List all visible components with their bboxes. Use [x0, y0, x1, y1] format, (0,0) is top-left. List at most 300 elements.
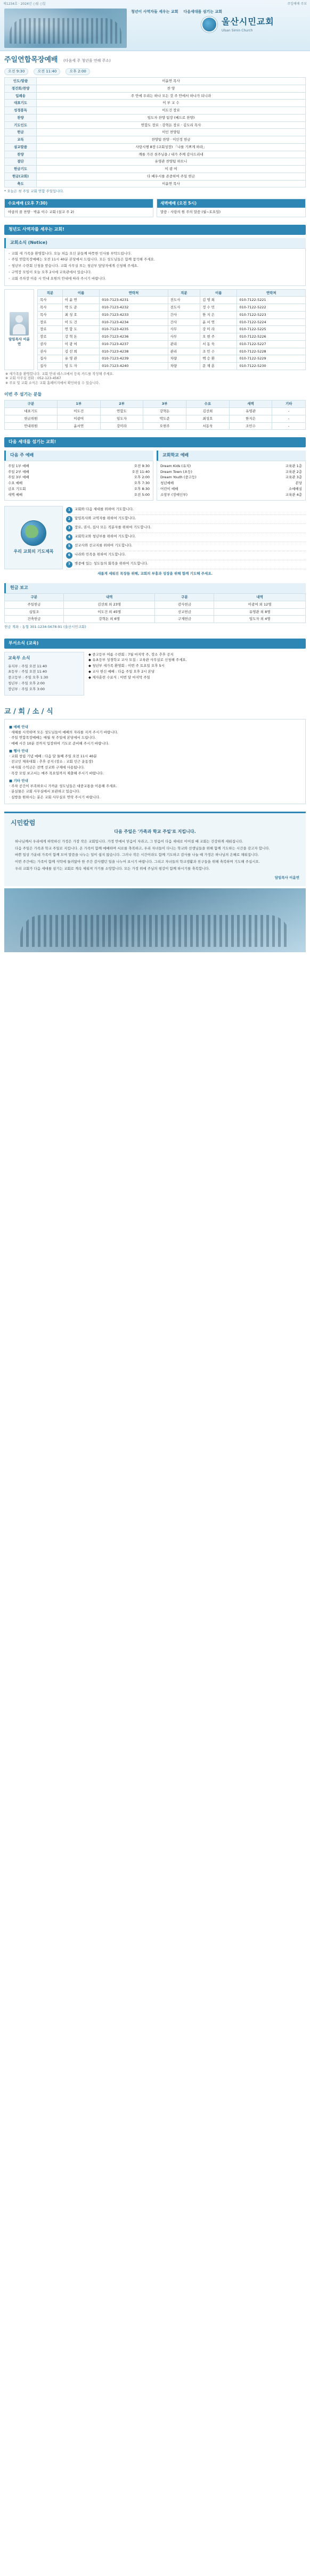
school-item — [160, 480, 302, 486]
prayer-number: 5 — [66, 543, 72, 550]
schedule-columns — [4, 451, 306, 500]
service-order-label: 헌금 — [5, 129, 37, 136]
staff-row — [38, 333, 306, 341]
bulletin-header — [0, 0, 310, 51]
next-week-item-name: 주일 1부 예배 — [8, 463, 29, 468]
bulletin-type: 주일예배 주보 — [287, 2, 307, 6]
staff-header-cell: 직분 — [38, 289, 63, 297]
staff-cell: 010-7123-4236 — [100, 333, 168, 341]
column-section — [4, 812, 306, 953]
next-week-item-name: 금요 기도회 — [8, 486, 26, 491]
next-week-item-value: 오후 2:00 — [134, 475, 150, 480]
staff-cell: 권사 — [38, 348, 63, 355]
staff-cell: 010-7122-5221 — [237, 297, 306, 304]
school-item-name: Dream Town (초등) — [160, 469, 192, 474]
offering-header-cell: 내역 — [63, 594, 155, 601]
offering-cell: 선교헌금 — [155, 608, 214, 616]
week-cell: 이도건 — [57, 408, 100, 415]
news-item: · 구역장 모임이 오늘 오후 2시에 교육관에서 있습니다. — [9, 270, 92, 275]
week-header-cell: 2부 — [100, 400, 143, 408]
week-header-cell: 1부 — [57, 400, 100, 408]
school-item-value: 본당 — [295, 481, 302, 486]
prayer-note: 새롭게 세워진 목장들 위해, 교회의 부흥과 성장을 위해 함께 기도해 주세요. — [97, 571, 213, 576]
next-generation-section — [4, 437, 306, 576]
prayer-number: 3 — [66, 525, 72, 531]
next-week-item-value: 오전 5:00 — [134, 492, 150, 497]
staff-footnote: ※ 새가족을 환영합니다. 교회 안내 데스크에서 등록 카드를 작성해 주세요. — [5, 372, 114, 376]
service-order-value: 임도자 찬양 팀장 (베드로 찬양) — [37, 114, 306, 121]
week-cell: 윤서연 — [57, 422, 100, 430]
offering-table — [4, 593, 306, 623]
staff-cell: 간사 — [168, 311, 200, 318]
issue-number: 제1234호 · 2024년 ○월 ○일 — [3, 2, 46, 6]
service-order-row — [5, 107, 306, 115]
news-item: · 청년부 수련회 신청을 받습니다. 교회 사무실 또는 청년부 담당자에게 신청해 주세요. — [9, 264, 138, 268]
week-cell: 임도자 — [100, 415, 143, 422]
weekday-services — [4, 199, 306, 217]
offering-row — [5, 608, 306, 616]
pastor-caption: 담임목사 이윤연 — [9, 337, 30, 347]
service-title: 주일연합목장예배 (다음세 주 청년을 연해 주소) — [4, 56, 111, 64]
next-week-item — [8, 480, 150, 486]
school-item-value: 교육관 1층 — [285, 463, 302, 468]
week-cell: - — [272, 415, 306, 422]
service-order-label: 찬양 — [5, 114, 37, 121]
week-header-cell: 수요 — [186, 400, 230, 408]
offering-cell: 강혁돈 외 6명 — [63, 616, 155, 623]
service-time-2: 오전 11:40 — [34, 68, 60, 75]
service-title-note: (다음세 주 청년을 연해 주소) — [63, 59, 111, 63]
school-item — [160, 492, 302, 498]
staff-cell: 010-7122-5224 — [237, 318, 306, 326]
staff-cell: 010-7123-4232 — [100, 304, 168, 312]
offering-header-cell: 내역 — [214, 594, 306, 601]
service-order-row — [5, 143, 306, 151]
service-order-row — [5, 92, 306, 100]
service-order-row — [5, 166, 306, 173]
pastor-avatar — [10, 312, 29, 336]
week-row — [5, 408, 306, 415]
prayer-item — [66, 542, 306, 551]
service-time-1: 오전 9:30 — [4, 68, 28, 75]
prayer-number: 2 — [66, 516, 72, 522]
column-signature: 담임목사 이윤연 — [274, 875, 299, 880]
prayer-item — [66, 551, 306, 560]
column-title: 시민칼럼 — [11, 819, 36, 827]
week-header-cell: 구분 — [5, 400, 58, 408]
staff-cell: 정 수 민 — [200, 304, 237, 312]
staff-directory — [4, 289, 306, 370]
service-order-value: 이윤연 목사 — [37, 77, 306, 85]
staff-cell: 연 합 도 — [62, 326, 99, 333]
prayer-text: 나라와 민족을 위하여 기도합니다. — [75, 552, 126, 557]
staff-cell: 010-7123-4240 — [100, 363, 168, 370]
service-order-row — [5, 121, 306, 129]
service-order-value: 이 부 교 수 — [37, 100, 306, 107]
service-order-label: 설교말씀 — [5, 143, 37, 151]
service-order-value: 이윤연 목사 — [37, 180, 306, 187]
slogan-1: 청년이 사역자들 세우는 교회 — [131, 10, 178, 14]
prayer-number: 1 — [66, 507, 72, 513]
next-week-item — [8, 486, 150, 492]
dawn-service-title: 새벽예배 (오전 5시) — [157, 199, 305, 208]
prayer-item — [66, 506, 306, 515]
wednesday-service — [4, 199, 153, 217]
prayer-item — [66, 560, 306, 569]
staff-cell: 관리 — [168, 340, 200, 348]
service-order-row — [5, 100, 306, 107]
service-order-label: 인도/말씀 — [5, 77, 37, 85]
church-name: 울산시민교회 — [222, 17, 274, 27]
announcement-line: · 주차 공간이 부족하오니 가까운 성도님들은 대중교통을 이용해 주세요. — [9, 783, 117, 788]
school-item-name: Dream Youth (중고등) — [160, 475, 197, 480]
staff-cell: 010-7122-5228 — [237, 348, 306, 355]
department-content — [4, 652, 306, 696]
week-cell: 김선희 — [186, 408, 230, 415]
staff-cell: 사무 — [168, 333, 200, 341]
staff-cell: 목사 — [38, 297, 63, 304]
announcement-line: · 분실물은 교회 사무실에서 보관하고 있습니다. — [9, 789, 80, 794]
church-news-section — [4, 225, 306, 430]
news-heading: 교회소식 (Notice) — [4, 238, 306, 248]
next-week-list — [4, 461, 153, 501]
offering-heading: 헌금 보고 — [4, 583, 306, 593]
staff-cell: 강 혁 돈 — [62, 333, 99, 341]
staff-cell: 010-7123-4235 — [100, 326, 168, 333]
service-order-row — [5, 173, 306, 180]
staff-cell: 장로 — [38, 326, 63, 333]
week-cell: 박도준 — [143, 415, 186, 422]
next-week-item — [8, 492, 150, 498]
prayer-text: 교회와 다음 세대를 위하여 기도합니다. — [75, 506, 134, 511]
week-cell: 안내위원 — [5, 422, 58, 430]
week-cell: 서동욱 — [186, 422, 230, 430]
prayer-list — [66, 506, 306, 569]
staff-row — [38, 348, 306, 355]
announcement-line: · 새해를 시작하며 모든 성도님들이 예배의 자리를 지켜 주시기 바랍니다. — [9, 730, 118, 734]
school-item-value: 소예배실 — [288, 486, 302, 491]
staff-header-cell: 이름 — [200, 289, 237, 297]
staff-cell: 집사 — [38, 355, 63, 363]
next-week-item-value: 오후 7:30 — [134, 481, 150, 486]
offering-header-cell: 구분 — [155, 594, 214, 601]
staff-row — [38, 318, 306, 326]
school-item-name: 소망부 (장애인부) — [160, 492, 188, 497]
offering-cell: 주일헌금 — [5, 601, 64, 608]
department-schedule — [4, 652, 84, 696]
staff-cell: 최 성 호 — [62, 311, 99, 318]
globe-icon — [21, 520, 46, 546]
staff-cell: 김 선 희 — [62, 348, 99, 355]
staff-cell: 간사 — [168, 318, 200, 326]
service-order-row — [5, 158, 306, 166]
offering-cell: 이도건 외 45명 — [63, 608, 155, 616]
news-item: · 주일 연합목장예배는 오전 11시 40분 본당에서 드립니다. 모든 성도님들은 함께 참석해 주세요. — [9, 257, 155, 262]
service-order-row — [5, 151, 306, 158]
prayer-text: 병중에 있는 성도들의 회복을 위하여 기도합니다. — [75, 561, 148, 566]
service-times — [4, 67, 306, 77]
school-item-value: 교육관 3층 — [285, 475, 302, 480]
week-servers-table — [4, 400, 306, 430]
department-schedule-line: 초등부 : 주일 오전 11:40 — [8, 669, 47, 674]
announcement-subheading: ■ 행사 안내 — [9, 748, 28, 753]
announcement-line: · 예배 시간 10분 전까지 입장하여 기도로 준비해 주시기 바랍니다. — [9, 741, 109, 746]
week-cell: 오현주 — [143, 422, 186, 430]
next-week-item-name: 새벽 예배 — [8, 492, 23, 497]
week-cell: 최성호 — [186, 415, 230, 422]
staff-cell: 010-7123-4237 — [100, 340, 168, 348]
offering-section — [4, 583, 306, 631]
staff-row — [38, 297, 306, 304]
staff-cell: 전도사 — [168, 304, 200, 312]
staff-cell: 이 도 건 — [62, 318, 99, 326]
slogan-2: 다음세대를 섬기는 교회 — [183, 10, 222, 14]
header-slogans — [131, 10, 306, 14]
staff-cell: 사무 — [168, 326, 200, 333]
service-order-value: 찬 양 — [37, 85, 306, 92]
dawn-service — [157, 199, 306, 217]
prayer-text: 장로, 권사, 집사 모든 직분자를 위하여 기도합니다. — [75, 525, 152, 529]
staff-cell: 윤 서 연 — [200, 318, 237, 326]
staff-cell: 조 민 수 — [200, 348, 237, 355]
announcement-heading: 교 / 회 / 소 / 식 — [4, 708, 53, 716]
week-cell: 대표기도 — [5, 408, 58, 415]
service-order-label: 축도 — [5, 180, 37, 187]
service-order-value: 찬양팀 찬양 · 이인정 헌금 — [37, 136, 306, 144]
staff-row — [38, 340, 306, 348]
week-cell: 한지은 — [229, 415, 272, 422]
staff-cell: 이 광 여 — [62, 340, 99, 348]
offering-account: 헌금 계좌 : 농협 301-1234-5678-91 (울산시민교회) — [4, 625, 86, 629]
week-cell: 이광여 — [57, 415, 100, 422]
news-list — [4, 248, 306, 286]
service-order-value: 이인 찬양팀 — [37, 129, 306, 136]
service-order-label: 입례송 — [5, 92, 37, 100]
prayer-text: 선교사와 선교지를 위하여 기도합니다. — [75, 543, 133, 547]
column-paragraph: 우리 교회가 다음 세대를 섬기는 교회로 계속 세워져 가기를 소망합니다. 모든 가정 위에 주님의 평강이 함께 하시기를 축복합니다. — [15, 866, 210, 871]
staff-row — [38, 363, 306, 370]
department-band: 부서소식 (교육) — [4, 639, 306, 649]
staff-cell: 백 승 환 — [200, 355, 237, 363]
announcement-line: · 바자회 수익금은 전액 선교와 구제에 사용됩니다. — [9, 765, 85, 770]
staff-cell: 유 영 관 — [62, 355, 99, 363]
staff-row — [38, 355, 306, 363]
staff-cell: 임 도 자 — [62, 363, 99, 370]
school-item-value: 교육관 4층 — [285, 492, 302, 497]
staff-cell: 장로 — [38, 318, 63, 326]
news-band: 청년도 사역자를 세우는 교회! — [4, 225, 306, 235]
church-english-name: Ulsan Simin Church — [222, 28, 253, 32]
staff-row — [38, 304, 306, 312]
school-item-value: 교육관 2층 — [285, 469, 302, 474]
school-item-name: 청년예배 — [160, 481, 174, 486]
bulletin-page — [0, 0, 310, 958]
staff-cell: 010-7122-5229 — [237, 355, 306, 363]
staff-cell: 박 도 준 — [62, 304, 99, 312]
staff-header-cell: 연락처 — [237, 289, 306, 297]
offering-header-cell: 구분 — [5, 594, 64, 601]
service-order-value: 깨를 가진 천주님을 / 내가 주께 감사드리네 — [37, 151, 306, 158]
department-news-line: ◆ 유초등부 성경학교 교사 모집 : 교육관 사무실로 신청해 주세요. — [88, 658, 187, 663]
staff-cell: 010-7123-4231 — [100, 297, 168, 304]
department-section — [4, 639, 306, 696]
announcement-line: · 주일 연합목장예배는 매월 첫 주일에 본당에서 드립니다. — [9, 735, 96, 740]
staff-footnote: ※ 주보 및 교회 소식은 교회 홈페이지에서 확인하실 수 있습니다. — [5, 381, 100, 385]
prayer-number: 4 — [66, 534, 72, 541]
next-week-item — [8, 475, 150, 480]
department-news-line: ◆ 제자훈련 수료식 : 이번 달 마지막 주일 — [88, 675, 150, 680]
announcement-line: · 심방을 원하시는 분은 교회 사무실로 연락 주시기 바랍니다. — [9, 795, 101, 800]
week-header-cell: 기타 — [272, 400, 306, 408]
offering-row — [5, 616, 306, 623]
staff-cell: 차량 — [168, 363, 200, 370]
news-item: · 교회 새 가족을 환영합니다. 오늘 처음 오신 분들께 따뜻한 인사를 부탁드립니다. — [9, 251, 132, 256]
staff-cell: 목사 — [38, 304, 63, 312]
service-order-table — [4, 77, 306, 187]
week-row — [5, 415, 306, 422]
department-schedule-line: 유치부 : 주일 오전 11:40 — [8, 664, 47, 668]
department-schedule-line: 중고등부 : 주일 오후 1:30 — [8, 675, 48, 680]
service-order-value: 사랑시행 8장 (교회성장) 「나를 기쁘게 하라」 — [37, 143, 306, 151]
school-item — [160, 469, 302, 475]
staff-cell: 010-7122-5226 — [237, 333, 306, 341]
week-row — [5, 422, 306, 430]
week-cell: 강혁돈 — [143, 408, 186, 415]
service-order-label: 결단 — [5, 158, 37, 166]
column-paragraph: 바쁜 일상 가운데 가족이 함께 모여 말씀을 나누는 일이 쉽지 않습니다. 그러나 작은 시간이라도 함께 기도하고 감사를 나눌 때 가정은 하나님의 은혜로 채워집니다. — [15, 853, 259, 857]
week-header-cell: 새벽 — [229, 400, 272, 408]
week-cell: 조민수 — [229, 422, 272, 430]
service-order-value: 다 배우시를 존중하여 주일 헌금 — [37, 173, 306, 180]
week-cell: - — [272, 408, 306, 415]
week-cell: 유영관 — [229, 408, 272, 415]
staff-cell: 관리 — [168, 348, 200, 355]
next-week-item-name: 주일 3부 예배 — [8, 475, 29, 480]
footer-photo — [4, 888, 306, 952]
wednesday-service-title: 수요예배 (오후 7:30) — [5, 199, 153, 208]
service-order-value: 유영관 찬양팀 하모니 — [37, 158, 306, 166]
service-order-value: 이도건 장로 — [37, 107, 306, 115]
service-order-value: 주 안에 우리는 하나 모든 것 주 안에서 하나가 되니라 — [37, 92, 306, 100]
staff-cell: 목사 — [38, 311, 63, 318]
prayer-side — [4, 506, 63, 569]
school-title: 교회학교 예배 — [157, 451, 306, 461]
staff-cell: 010-7122-5222 — [237, 304, 306, 312]
next-week-item-value: 오전 11:40 — [132, 469, 150, 474]
service-order-section — [4, 51, 306, 217]
service-order-label: 교독 — [5, 136, 37, 144]
next-week-item-value: 오전 9:30 — [134, 463, 150, 468]
pastor-profile — [4, 289, 34, 370]
column-paragraph: 하나님께서 우리에게 허락하신 가정은 가장 작은 교회입니다. 가정 안에서 믿음이 자라고, 그 믿음이 다음 세대로 이어질 때 교회는 건강하게 세워집니다. — [15, 839, 243, 844]
department-schedule-line: 장년부 : 주일 오후 3:00 — [8, 686, 45, 691]
prayer-text: 교회학교와 청년부를 위하여 기도합니다. — [75, 534, 136, 538]
service-order-label: 성경봉독 — [5, 107, 37, 115]
service-order-label: 경건회/찬양 — [5, 85, 37, 92]
service-order-row — [5, 129, 306, 136]
offering-cell: 십일조 — [5, 608, 64, 616]
prayer-item — [66, 533, 306, 542]
offering-cell: 김선희 외 23명 — [63, 601, 155, 608]
offering-cell: 건축헌금 — [5, 616, 64, 623]
prayer-title: 우리 교회의 기도제목 — [13, 549, 54, 554]
staff-row — [38, 311, 306, 318]
church-photo — [4, 9, 127, 48]
staff-cell: 010-7122-5223 — [237, 311, 306, 318]
school-item-name: 어린이 예배 — [160, 486, 178, 491]
offering-cell: 임도자 외 4명 — [214, 616, 306, 623]
department-news-line: ◆ 중고등부 여름 수련회 : 7월 마지막 주, 장소 추후 공지 — [88, 652, 174, 657]
department-news-line: ◆ 교사 헌신 예배 : 다음 주일 오후 2시 본당 — [88, 669, 155, 674]
offering-cell: 구제헌금 — [155, 616, 214, 623]
staff-header-cell: 연락처 — [100, 289, 168, 297]
staff-cell: 강 미 라 — [200, 326, 237, 333]
service-order-label: 대표기도 — [5, 100, 37, 107]
wednesday-service-body: 야곱의 꿈 찬양 · 박윤 이수 교회 (설교 주 2) — [8, 210, 75, 215]
staff-table — [37, 289, 306, 370]
dawn-service-body: 말씀 : 사랑의 원 주의 말씀 (월~토요일) — [160, 210, 221, 215]
service-order-value: 이 광 여 — [37, 166, 306, 173]
staff-cell: 오 현 주 — [200, 333, 237, 341]
prayer-number: 6 — [66, 552, 72, 559]
offering-cell: 감사헌금 — [155, 601, 214, 608]
service-order-row — [5, 85, 306, 92]
next-generation-band: 다음 세대를 섬기는 교회! — [4, 437, 306, 447]
school-item — [160, 486, 302, 492]
prayer-item — [66, 524, 306, 533]
week-cell: - — [272, 422, 306, 430]
announcement-line: · 목장 모임 보고서는 매주 목요일까지 제출해 주시기 바랍니다. — [9, 771, 104, 775]
next-week-item-name: 수요 예배 — [8, 481, 23, 486]
next-week-title: 다음 주 예배 — [4, 451, 153, 461]
staff-footnote: ※ 교회 사무실 전화 : 052-123-4567 — [5, 377, 61, 381]
service-order-row — [5, 114, 306, 121]
announcement-subheading: ■ 예배 안내 — [9, 724, 28, 729]
service-order-row — [5, 180, 306, 187]
staff-header-cell: 직분 — [168, 289, 200, 297]
next-week-item-value: 오후 8:30 — [134, 486, 150, 491]
staff-cell: 집사 — [38, 363, 63, 370]
staff-cell: 이 윤 연 — [62, 297, 99, 304]
column-subtitle: 다음 주일은 '가족과 학교 주일'로 지킵니다. — [114, 829, 196, 835]
service-order-label: 찬양 — [5, 151, 37, 158]
staff-header-cell: 이름 — [62, 289, 99, 297]
announcement-line: · 전교인 체육대회 : 추후 공지 (장소 : 교회 인근 운동장) — [9, 759, 93, 764]
staff-cell: 010-7123-4239 — [100, 355, 168, 363]
prayer-text: 담임목사와 교역자를 위하여 기도합니다. — [75, 516, 136, 520]
offering-cell: 이광여 외 12명 — [214, 601, 306, 608]
staff-footnotes — [4, 370, 306, 388]
week-cell: 헌금위원 — [5, 415, 58, 422]
announcement-box — [4, 719, 306, 804]
header-topline — [3, 2, 307, 6]
school-item — [160, 475, 302, 480]
announcement-line: · 교회 창립 기념 예배 : 다음 달 둘째 주일 오전 11시 40분 — [9, 754, 97, 758]
week-servers-heading: 이번 주 섬기는 분들 — [4, 392, 42, 397]
week-header-cell: 3부 — [143, 400, 186, 408]
staff-cell: 010-7123-4238 — [100, 348, 168, 355]
staff-row — [38, 326, 306, 333]
prayer-item — [66, 515, 306, 524]
service-note: * 오늘은 첫 주일 교회 연합 주일입니다. — [4, 189, 64, 194]
announcement-subheading: ■ 기타 안내 — [9, 778, 28, 783]
offering-cell: 유영관 외 8명 — [214, 608, 306, 616]
staff-cell: 한 지 은 — [200, 311, 237, 318]
next-week-item-name: 주일 2부 예배 — [8, 469, 29, 474]
service-order-label: 기도인도 — [5, 121, 37, 129]
staff-cell: 장로 — [38, 333, 63, 341]
next-week-item — [8, 463, 150, 469]
